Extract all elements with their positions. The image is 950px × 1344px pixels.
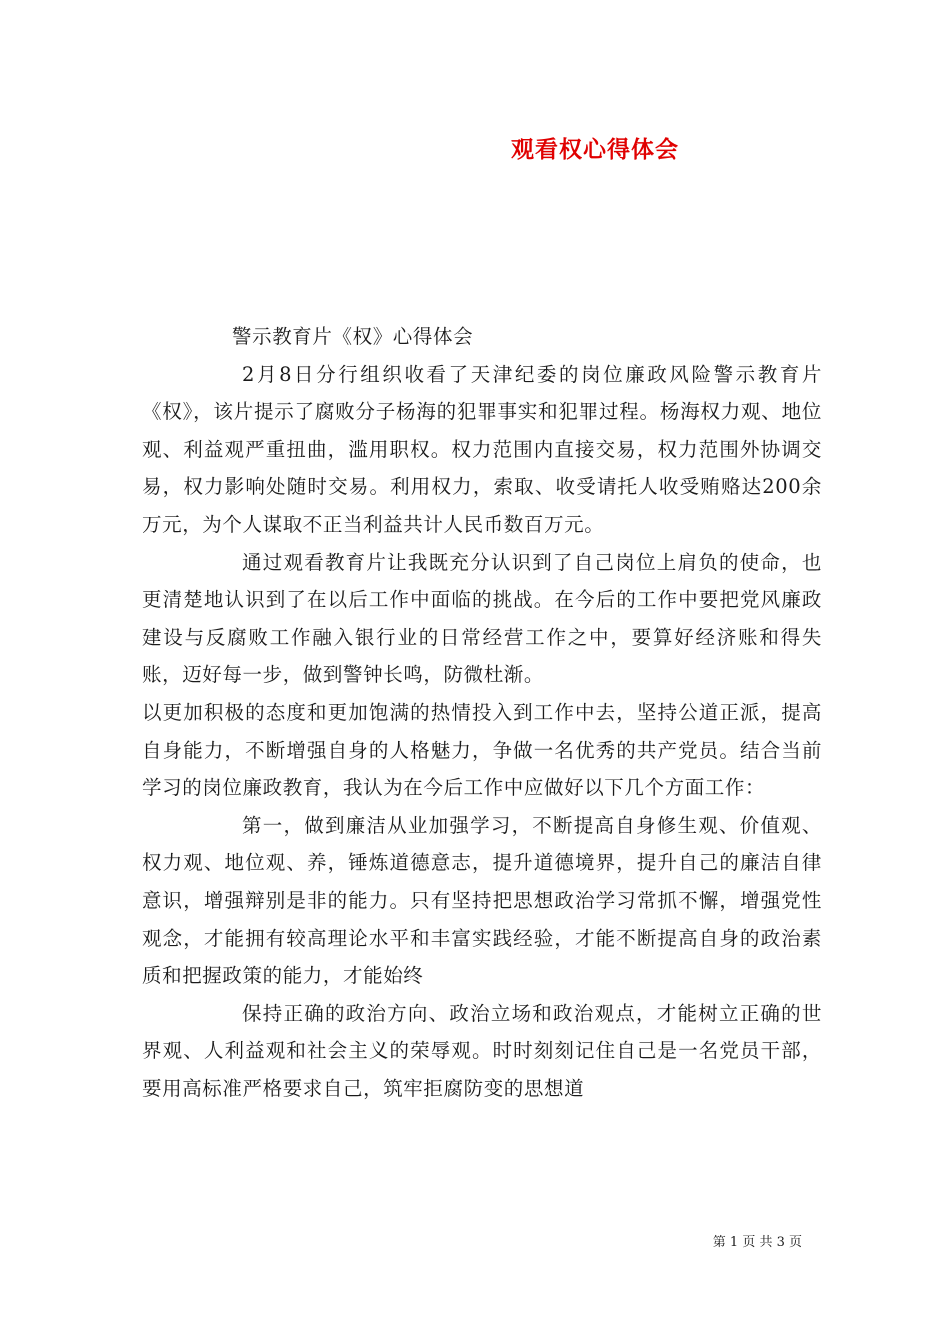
document-body [142, 318, 822, 1107]
paragraph-2: 通过观看教育片让我既充分认识到了自己岗位上肩负的使命，也更清楚地认识到了在以后工作中面临的挑战。在今后的工作中要把党风廉政建设与反腐败工作融入银行业的日常经营工作之中，要算好经济账和得失账，迈好每一步，做到警钟长鸣，防微杜渐。 [142, 550, 822, 687]
paragraph-5: 保持正确的政治方向、政治立场和政治观点，才能树立正确的世界观、人利益观和社会主义的荣辱观。时时刻刻记住自己是一名党员干部，要用高标准严格要求自己，筑牢拒腐防变的思想道 [142, 1001, 822, 1100]
paragraph-4: 第一，做到廉洁从业加强学习，不断提高自身修生观、价值观、权力观、地位观、养，锤炼道德意志，提升道德境界，提升自己的廉洁自律意识，增强辩别是非的能力。只有坚持把思想政治学习常抓不懈，增强党性观念，才能拥有较高理论水平和丰富实践经验，才能不断提高自身的政治素质和把握政策的能力，才能始终 [142, 813, 822, 988]
paragraph-1: 2月8日分行组织收看了天津纪委的岗位廉政风险警示教育片《权》，该片提示了腐败分子杨海的犯罪事实和犯罪过程。杨海权力观、地位观、利益观严重扭曲，滥用职权。权力范围内直接交易，权力范围外协调交易，权力影响处随时交易。利用权力，索取、收受请托人收受贿赂达200余万元，为个人谋取不正当利益共计人民币数百万元。 [142, 362, 822, 536]
paragraph-3: 以更加积极的态度和更加饱满的热情投入到工作中去，坚持公道正派，提高自身能力，不断增强自身的人格魅力，争做一名优秀的共产党员。结合当前学习的岗位廉政教育，我认为在今后工作中应做好以下几个方面工作： [142, 700, 822, 800]
document-title: 观看权心得体会 [511, 136, 679, 163]
document-subtitle: 警示教育片《权》心得体会 [232, 325, 474, 348]
page-number: 第 1 页 共 3 页 [712, 1235, 802, 1250]
